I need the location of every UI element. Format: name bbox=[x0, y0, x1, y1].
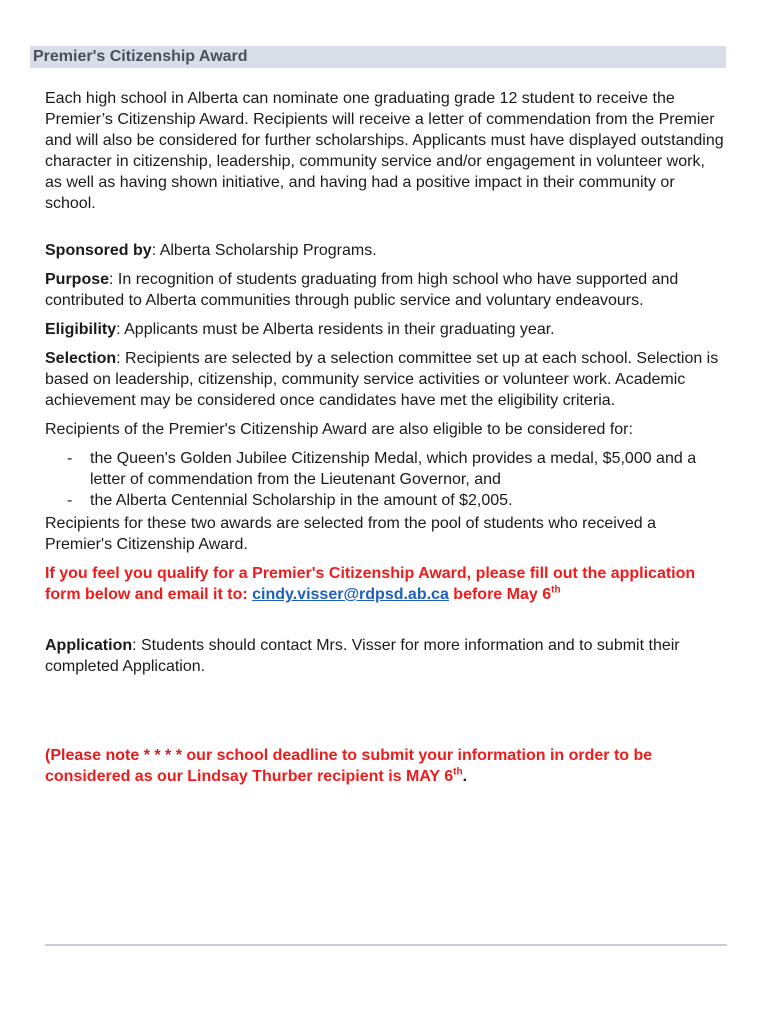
pool-paragraph: Recipients for these two awards are selected from the pool of students who received a Premier's Citizenship Award. bbox=[45, 515, 656, 553]
sponsored-by-label: Sponsored by bbox=[45, 242, 152, 259]
eligibility-text: : Applicants must be Alberta residents in their graduating year. bbox=[116, 321, 555, 338]
application-label: Application bbox=[45, 637, 133, 654]
selection-label: Selection bbox=[45, 350, 117, 367]
qualify-text: If you feel you qualify for a Premier's Citizenship Award, please fill out the application form below and email it to: bbox=[45, 565, 696, 603]
list-item-text: the Queen's Golden Jubilee Citizenship Medal, which provides a medal, $5,000 and a letter of commendation from the Lieutenant Governor, and bbox=[90, 450, 697, 488]
eligibility-label: Eligibility bbox=[45, 321, 117, 338]
selection bbox=[45, 348, 725, 411]
also-eligible: Recipients of the Premier's Citizenship Award are also eligible to be considered for: bbox=[45, 421, 633, 438]
list-item-text: the Alberta Centennial Scholarship in the amount of $2,005. bbox=[90, 492, 513, 509]
list-dash: - bbox=[67, 450, 73, 467]
note-prefix: (Please note * * * * bbox=[45, 747, 187, 764]
note-end: . bbox=[462, 768, 468, 785]
footer-divider bbox=[45, 944, 727, 946]
list-item bbox=[45, 448, 725, 490]
eligibility bbox=[45, 319, 725, 340]
intro-paragraph: Each high school in Alberta can nominate one graduating grade 12 student to receive the Premier’s Citizenship Award. Recipients will receive a letter of commendation from the Premier and will also be considered for further scholarships. Applicants must have displayed outstanding character in citizenship, leadership, community service and/or engagement in volunteer work, as well as having shown initiative, and having had a positive impact in their community or school. bbox=[45, 90, 724, 212]
sponsored-by bbox=[45, 240, 725, 261]
award-list bbox=[45, 448, 725, 511]
purpose bbox=[45, 269, 725, 311]
deadline-note bbox=[45, 745, 725, 787]
section-header bbox=[30, 46, 726, 68]
qualify-notice bbox=[45, 563, 725, 605]
section-title: Premier's Citizenship Award bbox=[33, 48, 248, 65]
list-dash: - bbox=[67, 492, 73, 509]
note-sup: th bbox=[453, 766, 463, 778]
application bbox=[45, 635, 725, 677]
qualify-deadline: before May 6 bbox=[448, 586, 552, 603]
application-text: : Students should contact Mrs. Visser for more information and to submit their completed Application. bbox=[45, 637, 680, 675]
note-text: our school deadline to submit your information in order to be considered as our Lindsay Thurber recipient is MAY 6 bbox=[45, 747, 653, 785]
email-link[interactable]: cindy.visser@rdpsd.ab.ca bbox=[252, 586, 449, 603]
list-item bbox=[45, 490, 725, 511]
sponsored-by-text: : Alberta Scholarship Programs. bbox=[151, 242, 377, 259]
purpose-text: : In recognition of students graduating from high school who have supported and contributed to Alberta communities through public service and voluntary endeavours. bbox=[45, 271, 679, 309]
document-body bbox=[45, 88, 725, 787]
selection-text: : Recipients are selected by a selection committee set up at each school. Selection is based on leadership, citizenship, community service activities or volunteer work. Academic achievement may be considered once candidates have met the eligibility criteria. bbox=[45, 350, 719, 409]
purpose-label: Purpose bbox=[45, 271, 110, 288]
qualify-sup: th bbox=[551, 584, 561, 596]
